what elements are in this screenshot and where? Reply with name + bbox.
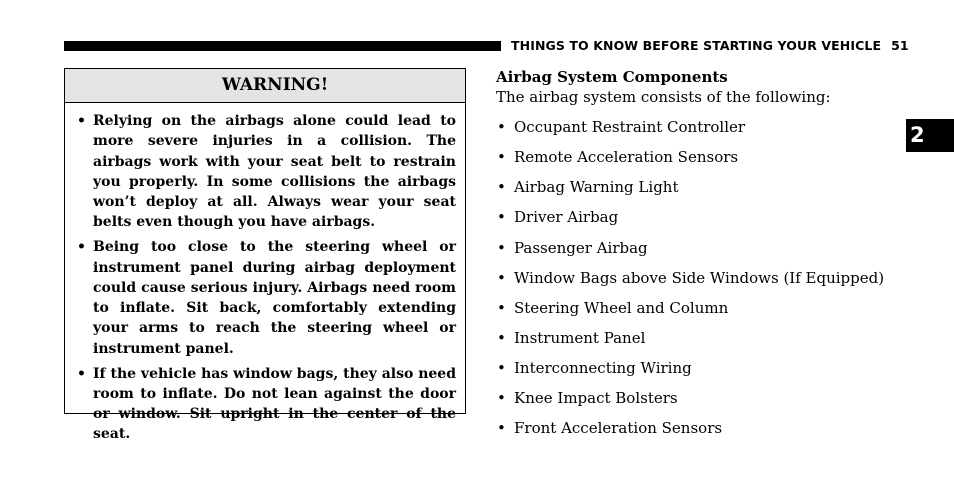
- component-item: • Steering Wheel and Column: [514, 298, 896, 328]
- component-list: [496, 117, 896, 449]
- warning-box: [64, 68, 466, 443]
- running-header: [511, 38, 909, 53]
- component-item: • Airbag Warning Light: [514, 177, 896, 207]
- header-rule: [64, 41, 501, 51]
- warning-item: • Being too close to the steering wheel or instrument panel during airbag deployment could cause serious injury. Airbags need room to inflate. Sit back, comfortably extending your arms to reach the steering wheel or instrument panel.: [93, 237, 456, 359]
- component-item: • Passenger Airbag: [514, 238, 896, 268]
- component-item: • Remote Acceleration Sensors: [514, 147, 896, 177]
- warning-heading: WARNING!: [65, 69, 465, 103]
- component-item: • Occupant Restraint Controller: [514, 117, 896, 147]
- component-item: • Window Bags above Side Windows (If Equipped): [514, 268, 896, 298]
- warning-list: [65, 103, 465, 445]
- component-item: • Driver Airbag: [514, 207, 896, 237]
- components-section: [496, 67, 896, 449]
- page-number: 51: [891, 38, 909, 53]
- component-item: • Interconnecting Wiring: [514, 358, 896, 388]
- section-intro: The airbag system consists of the following:: [496, 88, 831, 106]
- section-title: Airbag System Components: [496, 68, 728, 86]
- warning-item: • If the vehicle has window bags, they also need room to inflate. Do not lean against the door or window. Sit upright in the center of the seat.: [93, 364, 456, 445]
- warning-item: • Relying on the airbags alone could lead to more severe injuries in a collision. The airbags work with your seat belt to restrain you properly. In some collisions the airbags won’t deploy at all. Always wear your seat belts even though you have airbags.: [93, 111, 456, 233]
- component-item: • Instrument Panel: [514, 328, 896, 358]
- component-item: • Front Acceleration Sensors: [514, 418, 896, 448]
- component-item: • Knee Impact Bolsters: [514, 388, 896, 418]
- chapter-tab: 2: [906, 119, 954, 152]
- header-title: THINGS TO KNOW BEFORE STARTING YOUR VEHICLE: [511, 38, 882, 53]
